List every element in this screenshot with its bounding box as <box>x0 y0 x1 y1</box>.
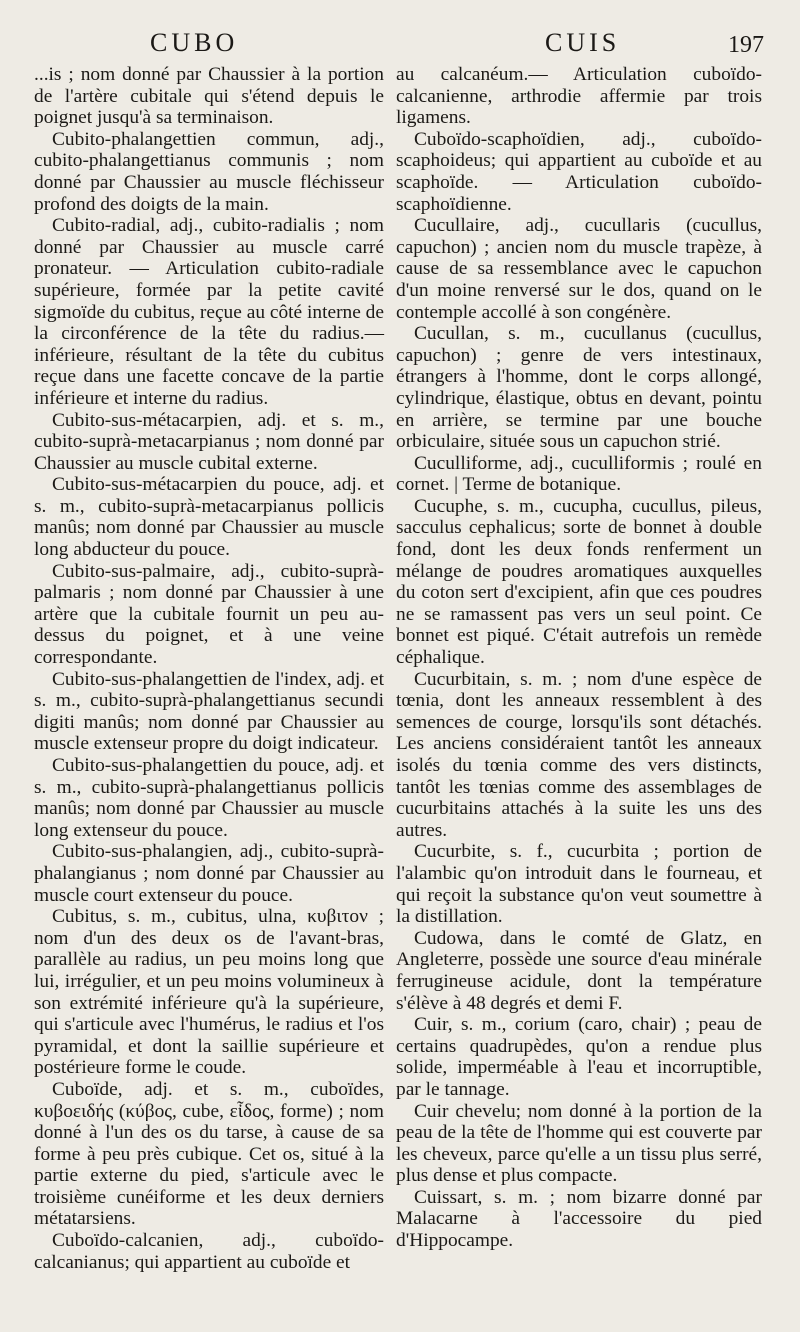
dictionary-entry: Cubito-sus-phalangettien du pouce, adj. et s. m., cubito-suprà-phalangettianus pollicis manûs; nom donné par Chaussier au muscle long extenseur du pouce. <box>34 755 384 841</box>
dictionary-entry: ...is ; nom donné par Chaussier à la portion de l'artère cubitale qui s'étend depuis le poignet jusqu'à sa terminaison. <box>34 64 384 129</box>
page-number: 197 <box>728 32 764 58</box>
dictionary-entry: Cucullaire, adj., cucullaris (cucullus, capuchon) ; ancien nom du muscle trapèze, à cause de sa ressemblance avec le capuchon d'un moine renversé sur le dos, quand on le contemple accollé à son congénère. <box>396 215 762 323</box>
dictionary-entry: Cucurbite, s. f., cucurbita ; portion de l'alambic qu'on introduit dans le fourneau, et qui reçoit la substance qu'on veut soumettre à la distillation. <box>396 841 762 928</box>
dictionary-entry: Cubito-sus-phalangien, adj., cubito-suprà-phalangianus ; nom donné par Chaussier au muscle court extenseur du pouce. <box>34 841 384 906</box>
dictionary-entry: Cuir chevelu; nom donné à la portion de la peau de la tête de l'homme qui est couverte par les cheveux, parce qu'elle a un tissu plus serré, plus dense et plus compacte. <box>396 1100 762 1187</box>
dictionary-entry: Cucuphe, s. m., cucupha, cucullus, pileus, sacculus cephalicus; sorte de bonnet à double fond, dont les deux fonds renferment un mélange de poudres aromatiques auxquelles du coton sert d'excipient, afin que ces poudres ne se ramassent pas vers un seul point. Ce bonnet est piqué. C'était autrefois un remède céphalique. <box>396 495 762 669</box>
page-header <box>0 28 800 62</box>
dictionary-entry: Cubito-radial, adj., cubito-radialis ; nom donné par Chaussier au muscle carré pronateur. — Articulation cubito-radiale supérieure, formée par la petite cavité sigmoïde du cubitus, reçue au côté interne de la circonférence de la tête du radius.—inférieure, résultant de la tête du cubitus reçue dans une facette concave de la partie inférieure et interne du radius. <box>34 215 384 409</box>
dictionary-entry: au calcanéum.— Articulation cuboïdo-calcanienne, arthrodie affermie par trois ligamens. <box>396 64 762 129</box>
dictionary-entry: Cuboïdo-calcanien, adj., cuboïdo-calcanianus; qui appartient au cuboïde et <box>34 1230 384 1273</box>
dictionary-entry: Cuir, s. m., corium (caro, chair) ; peau de certains quadrupèdes, qu'on a rendue plus solide, imperméable à l'eau et incorruptible, par le tannage. <box>396 1014 762 1100</box>
left-column <box>34 64 384 1273</box>
dictionary-entry: Cubito-sus-palmaire, adj., cubito-suprà-palmaris ; nom donné par Chaussier à une artère que la cubitale fournit un peu au-dessus du poignet, et à une veine correspondante. <box>34 560 384 669</box>
dictionary-entry: Cuboïdo-scaphoïdien, adj., cuboïdo-scaphoideus; qui appartient au cuboïde et au scaphoïde. — Articulation cuboïdo-scaphoïdienne. <box>396 128 762 215</box>
dictionary-entry: Cubito-sus-phalangettien de l'index, adj. et s. m., cubito-suprà-phalangettianus secundi digiti manûs; nom donné par Chaussier au muscle extenseur propre du doigt indicateur. <box>34 668 384 755</box>
dictionary-entry: Cucullan, s. m., cucullanus (cucullus, capuchon) ; genre de vers intestinaux, étrangers à l'homme, dont le corps allongé, cylindrique, élastique, obtus en devant, pointu en arrière, se termine par une bouche orbiculaire, située sous un capuchon strié. <box>396 323 762 453</box>
dictionary-entry: Cubito-sus-métacarpien, adj. et s. m., cubito-suprà-metacarpianus ; nom donné par Chaussier au muscle cubital externe. <box>34 409 384 474</box>
dictionary-entry: Cucurbitain, s. m. ; nom d'une espèce de tœnia, dont les anneaux ressemblent à des semences de courge, lorsqu'ils sont détachés. Les anciens considéraient tantôt les anneaux isolés du tœnia comme des vers distincts, tantôt les tœnias comme des assemblages de cucurbitains attachés à la suite les uns des autres. <box>396 668 762 841</box>
dictionary-entry: Cubitus, s. m., cubitus, ulna, κυβιτον ; nom d'un des deux os de l'avant-bras, parallèle au radius, un peu moins long que lui, irrégulier, et un peu moins volumineux à son extrémité inférieure qu'à la supérieure, qui s'articule avec l'humérus, le radius et l'os pyramidal, et dont la saillie supérieure et postérieure forme le coude. <box>34 906 384 1079</box>
right-column <box>396 64 762 1252</box>
dictionary-entry: Cubito-sus-métacarpien du pouce, adj. et s. m., cubito-suprà-metacarpianus pollicis manûs; nom donné par Chaussier au muscle long abducteur du pouce. <box>34 474 384 561</box>
dictionary-entry: Cuissart, s. m. ; nom bizarre donné par Malacarne à l'accessoire du pied d'Hippocampe. <box>396 1186 762 1252</box>
dictionary-entry: Cuculliforme, adj., cuculliformis ; roulé en cornet. | Terme de botanique. <box>396 452 762 496</box>
left-running-head: CUBO <box>150 28 239 57</box>
right-running-head: CUIS <box>545 28 621 57</box>
dictionary-entry: Cuboïde, adj. et s. m., cuboïdes, κυβοειδής (κύβος, cube, εἶδος, forme) ; nom donné à l'un des os du tarse, à cause de sa forme à peu près cubique. Cet os, situé à la partie externe du pied, s'articule avec le troisième cunéiforme et les deux derniers métatarsiens. <box>34 1078 384 1230</box>
dictionary-entry: Cudowa, dans le comté de Glatz, en Angleterre, possède une source d'eau minérale ferrugineuse acidule, dont la température s'élève à 48 degrés et demi F. <box>396 927 762 1014</box>
dictionary-entry: Cubito-phalangettien commun, adj., cubito-phalangettianus communis ; nom donné par Chaussier au muscle fléchisseur profond des doigts de la main. <box>34 128 384 215</box>
